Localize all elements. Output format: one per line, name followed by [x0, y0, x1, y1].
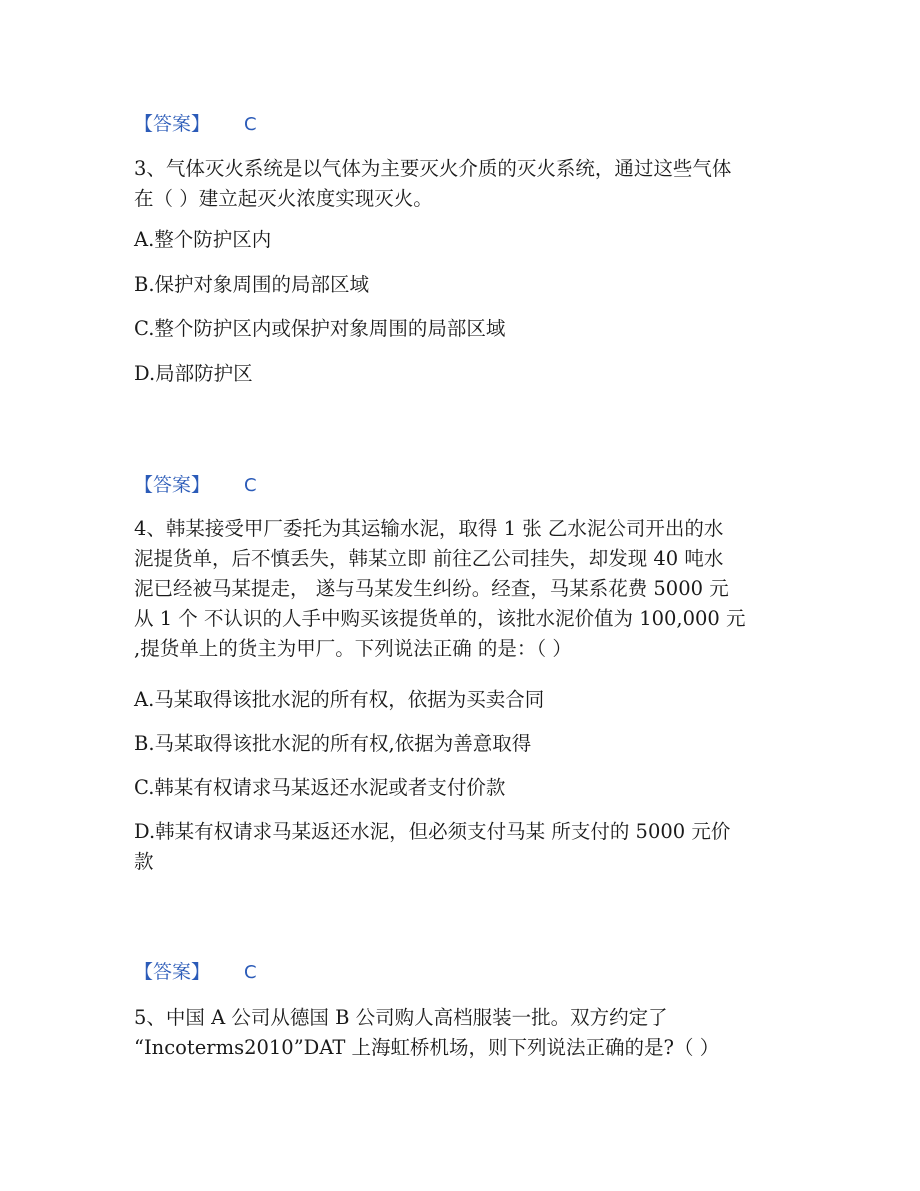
- option-c: [134, 773, 505, 803]
- option-a: [134, 225, 271, 255]
- answer-line: [134, 473, 257, 498]
- question-line: 泥提货单，后不慎丢失，韩某立即 前往乙公司挂失，却发现 40 吨水: [134, 547, 724, 570]
- question-line: 5、中国 A 公司从德国 B 公司购人高档服装一批。双方约定了: [134, 1006, 668, 1029]
- question-line: 3、气体灭火系统是以气体为主要灭火介质的灭火系统，通过这些气体: [134, 157, 732, 180]
- option-line: C.韩某有权请求马某返还水泥或者支付价款: [134, 776, 506, 799]
- question-line: “Incoterms2010”DAT 上海虹桥机场，则下列说法正确的是?（ ）: [134, 1036, 720, 1059]
- answer-value: C: [244, 475, 257, 496]
- option-line: 款: [134, 850, 154, 873]
- answer-label: 【答案】: [134, 113, 211, 135]
- option-line: A.整个防护区内: [134, 228, 272, 251]
- question-4-text: [134, 514, 794, 664]
- question-line: ,提货单上的货主为甲厂。下列说法正确 的是：（ ）: [134, 637, 572, 660]
- option-line: D.韩某有权请求马某返还水泥，但必须支付马某 所支付的 5000 元价: [134, 820, 731, 843]
- option-line: B.保护对象周围的局部区域: [134, 273, 370, 296]
- option-line: D.局部防护区: [134, 362, 253, 385]
- option-line: C.整个防护区内或保护对象周围的局部区域: [134, 317, 506, 340]
- option-a: [134, 685, 544, 715]
- answer-value: C: [244, 114, 257, 135]
- option-d: [134, 359, 253, 389]
- answer-label: 【答案】: [134, 961, 211, 983]
- question-line: 在（ ）建立起灭火浓度实现灭火。: [134, 187, 433, 210]
- option-b: [134, 270, 369, 300]
- option-b: [134, 729, 531, 759]
- option-line: B.马某取得该批水泥的所有权,依据为善意取得: [134, 732, 532, 755]
- option-c: [134, 314, 505, 344]
- question-line: 4、韩某接受甲厂委托为其运输水泥，取得 1 张 乙水泥公司开出的水: [134, 517, 724, 540]
- answer-line: [134, 960, 257, 985]
- option-d: [134, 817, 730, 877]
- answer-value: C: [244, 962, 257, 983]
- question-5-text: [134, 1003, 794, 1063]
- question-line: 泥已经被马某提走， 遂与马某发生纠纷。经查，马某系花费 5000 元: [134, 577, 729, 600]
- question-3-text: [134, 154, 794, 214]
- answer-line: [134, 112, 257, 137]
- question-line: 从 1 个 不认识的人手中购买该提货单的，该批水泥价值为 100,000 元: [134, 607, 746, 630]
- option-line: A.马某取得该批水泥的所有权，依据为买卖合同: [134, 688, 545, 711]
- answer-label: 【答案】: [134, 474, 211, 496]
